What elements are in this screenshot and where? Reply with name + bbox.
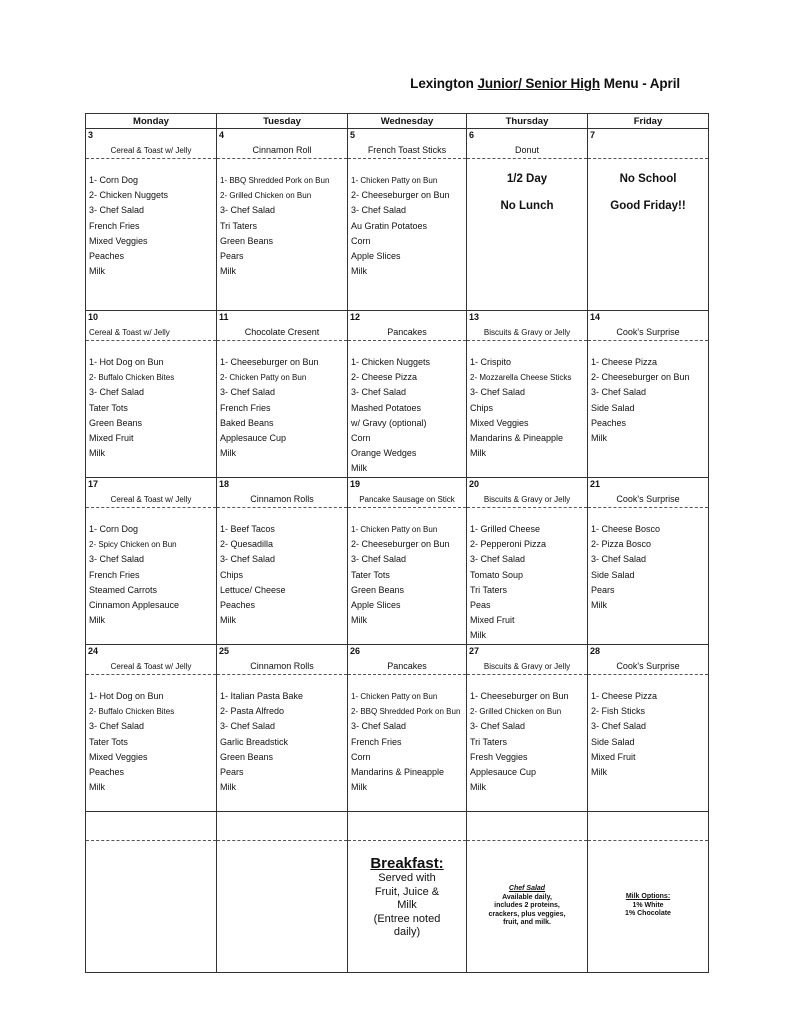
lunch-item: Peaches — [89, 767, 125, 778]
lunch-item: Milk — [220, 448, 236, 459]
breakfast-item: Cereal & Toast w/ Jelly — [110, 495, 192, 504]
breakfast-item: Chocolate Cresent — [244, 327, 320, 337]
week-row — [86, 645, 709, 812]
lunch-item: 2- Quesadilla — [220, 539, 274, 550]
lunch-item: 2- Cheese Pizza — [351, 372, 418, 383]
lunch-item: Corn — [351, 751, 371, 762]
breakfast-note-line: Fruit, Juice & — [374, 885, 440, 898]
lunch-item: Fresh Veggies — [470, 751, 528, 762]
lunch-item: 3- Chef Salad — [220, 554, 276, 565]
lunch-item: Milk — [591, 433, 607, 444]
lunch-item: Mixed Fruit — [470, 615, 515, 626]
lunch-item-list — [348, 341, 466, 477]
breakfast-item: Cinnamon Rolls — [250, 661, 314, 671]
lunch-item: Cinnamon Applesauce — [89, 600, 180, 611]
lunch-item-list — [467, 341, 587, 461]
title-level: Junior/ Senior High — [477, 76, 601, 91]
title-school: Lexington — [410, 76, 474, 91]
special-notice-line: Good Friday!! — [610, 200, 686, 212]
lunch-item: French Fries — [89, 220, 140, 231]
lunch-item-list — [86, 159, 216, 279]
lunch-item: Au Gratin Potatoes — [351, 220, 428, 231]
day-cell-header — [217, 478, 347, 508]
lunch-item: Milk — [351, 782, 367, 793]
day-number: 27 — [469, 646, 480, 656]
breakfast-note-line: (Entree noted — [373, 912, 441, 925]
day-number: 11 — [219, 312, 229, 322]
lunch-item-list — [86, 341, 216, 461]
day-cell — [467, 129, 588, 311]
lunch-item: Milk — [89, 782, 105, 793]
lunch-item: Green Beans — [351, 584, 405, 595]
lunch-item: 2- Chicken Nuggets — [89, 190, 169, 201]
breakfast-item: Pancakes — [387, 327, 427, 337]
lunch-item: 2- Mozzarella Cheese Sticks — [470, 373, 572, 383]
breakfast-item: Cinnamon Rolls — [250, 494, 314, 504]
day-cell-header — [348, 478, 466, 508]
chef-salad-note-line: includes 2 proteins, — [494, 902, 560, 909]
breakfast-item: Cinnamon Roll — [252, 145, 312, 155]
day-number: 24 — [88, 646, 99, 656]
lunch-item: 1- Crispito — [470, 357, 512, 367]
lunch-item: 2- Chicken Patty on Bun — [220, 373, 307, 383]
lunch-item-list — [86, 675, 216, 795]
chef-salad-note — [467, 812, 588, 973]
lunch-item: 1- Hot Dog on Bun — [89, 357, 164, 367]
lunch-item: Milk — [89, 615, 105, 626]
day-cell — [217, 311, 348, 478]
day-cell-header — [588, 311, 708, 341]
special-notice-line: No Lunch — [500, 200, 554, 212]
day-cell — [348, 129, 467, 311]
milk-options-title: Milk Options: — [625, 893, 671, 900]
day-cell-header — [467, 129, 587, 159]
lunch-item: Tri Taters — [470, 736, 508, 747]
chef-salad-note-line: Available daily, — [502, 893, 552, 901]
chef-salad-note-title: Chef Salad — [508, 885, 546, 892]
breakfast-note-line: Milk — [397, 899, 417, 911]
lunch-item: Apple Slices — [351, 251, 401, 262]
lunch-item: Tater Tots — [351, 569, 390, 580]
lunch-item-list — [467, 675, 587, 795]
breakfast-note — [348, 812, 467, 973]
lunch-item: Milk — [89, 266, 105, 277]
lunch-item: Peaches — [89, 251, 125, 262]
lunch-item: 3- Chef Salad — [89, 721, 145, 732]
lunch-item: Milk — [470, 448, 486, 459]
lunch-item: 2- Grilled Chicken on Bun — [220, 191, 312, 201]
breakfast-item: Cereal & Toast w/ Jelly — [110, 146, 192, 155]
lunch-item-list — [217, 508, 347, 628]
day-cell — [86, 478, 217, 645]
lunch-item: Pears — [591, 584, 615, 595]
lunch-item: 3- Chef Salad — [591, 387, 647, 398]
lunch-item: 1- Corn Dog — [89, 175, 139, 185]
footer-cell — [217, 812, 348, 973]
lunch-item: Tater Tots — [89, 402, 128, 413]
day-number: 14 — [590, 312, 601, 322]
lunch-item: 2- Buffalo Chicken Bites — [89, 373, 175, 383]
lunch-item: Green Beans — [89, 417, 143, 428]
breakfast-item: Cook's Surprise — [616, 661, 680, 671]
title-suffix: Menu - April — [603, 76, 680, 91]
lunch-item: 1- Cheese Bosco — [591, 524, 661, 534]
lunch-item: Side Salad — [591, 736, 635, 747]
day-cell-header — [588, 478, 708, 508]
day-number: 7 — [590, 130, 596, 140]
lunch-item: Milk — [591, 600, 607, 611]
lunch-item: 3- Chef Salad — [351, 205, 407, 216]
day-number: 6 — [469, 130, 475, 140]
chef-salad-note-line: fruit, and milk. — [503, 919, 551, 926]
lunch-item: 3- Chef Salad — [351, 554, 407, 565]
lunch-item: Milk — [220, 782, 236, 793]
lunch-item: 3- Chef Salad — [351, 387, 407, 398]
day-cell — [348, 645, 467, 812]
lunch-item: 1- Hot Dog on Bun — [89, 691, 164, 701]
day-cell-header — [467, 311, 587, 341]
footer-row — [86, 812, 709, 973]
day-number: 26 — [350, 646, 361, 656]
breakfast-item: Cook's Surprise — [616, 494, 680, 504]
lunch-item: Garlic Breadstick — [220, 736, 289, 747]
lunch-item: 2- Cheeseburger on Bun — [351, 190, 450, 201]
lunch-item: 3- Chef Salad — [470, 554, 526, 565]
lunch-item-list — [348, 159, 466, 279]
day-cell — [588, 478, 709, 645]
lunch-item: Milk — [351, 615, 367, 626]
lunch-item-list — [588, 341, 708, 446]
lunch-item: Corn — [351, 433, 371, 444]
lunch-item: Mandarins & Pineapple — [470, 433, 564, 444]
day-cell-header — [217, 645, 347, 675]
lunch-item: Chips — [220, 569, 244, 580]
lunch-item: Milk — [470, 782, 486, 793]
special-notice — [588, 159, 708, 212]
lunch-item-list — [217, 159, 347, 279]
day-cell — [86, 129, 217, 311]
day-number: 12 — [350, 312, 361, 322]
lunch-item: 1- Chicken Nuggets — [351, 357, 431, 367]
lunch-item: Side Salad — [591, 569, 635, 580]
lunch-item: 1- Cheese Pizza — [591, 357, 658, 367]
lunch-item: Pears — [220, 251, 244, 262]
breakfast-item: Cereal & Toast w/ Jelly — [110, 662, 192, 671]
day-cell-header — [86, 645, 216, 675]
lunch-item: Peaches — [220, 600, 256, 611]
day-number: 5 — [350, 130, 356, 140]
lunch-item: Mashed Potatoes — [351, 402, 422, 413]
breakfast-item: Biscuits & Gravy or Jelly — [483, 328, 571, 337]
lunch-item: Steamed Carrots — [89, 584, 158, 595]
day-cell-header — [217, 129, 347, 159]
lunch-item: 3- Chef Salad — [89, 387, 145, 398]
lunch-item: Apple Slices — [351, 600, 401, 611]
lunch-item: 1- Cheeseburger on Bun — [220, 357, 319, 367]
lunch-item: Baked Beans — [220, 417, 274, 428]
lunch-item: 1- Chicken Patty on Bun — [351, 176, 438, 185]
day-cell-header — [348, 645, 466, 675]
lunch-item: 1- Chicken Patty on Bun — [351, 525, 438, 534]
special-notice-line: 1/2 Day — [506, 173, 548, 185]
lunch-item: Milk — [351, 463, 367, 474]
breakfast-item: Pancake Sausage on Stick — [359, 495, 455, 504]
day-cell-header — [217, 311, 347, 341]
day-number: 20 — [469, 479, 480, 489]
lunch-item: 2- Spicy Chicken on Bun — [89, 540, 177, 550]
day-cell-header — [348, 129, 466, 159]
lunch-item-list — [348, 508, 466, 628]
breakfast-item: French Toast Sticks — [367, 145, 447, 155]
day-cell — [86, 311, 217, 478]
menu-table — [85, 113, 709, 973]
week-row — [86, 478, 709, 645]
lunch-item: 1- Italian Pasta Bake — [220, 691, 304, 701]
lunch-item: 1- BBQ Shredded Pork on Bun — [220, 176, 330, 185]
lunch-item: 3- Chef Salad — [220, 205, 276, 216]
day-cell — [588, 311, 709, 478]
day-number: 10 — [88, 312, 99, 322]
lunch-item: Applesauce Cup — [470, 767, 537, 778]
special-notice — [467, 159, 587, 212]
footer-cell — [86, 812, 217, 973]
lunch-item: Mixed Veggies — [89, 751, 148, 762]
lunch-item: Pears — [220, 767, 244, 778]
lunch-item: 2- Grilled Chicken on Bun — [470, 707, 562, 717]
lunch-item: w/ Gravy (optional) — [351, 417, 427, 428]
breakfast-note-line: Served with — [378, 872, 436, 884]
breakfast-item: Biscuits & Gravy or Jelly — [483, 662, 571, 671]
lunch-item: 3- Chef Salad — [89, 205, 145, 216]
day-header-row — [86, 114, 709, 129]
day-cell-header — [86, 129, 216, 159]
day-number: 13 — [469, 312, 480, 322]
lunch-item: 1- Cheeseburger on Bun — [470, 691, 569, 701]
lunch-item: Tomato Soup — [470, 569, 524, 580]
lunch-item: 2- BBQ Shredded Pork on Bun — [351, 707, 461, 717]
day-header: Wednesday — [348, 114, 467, 129]
day-cell-header — [86, 311, 216, 341]
day-cell — [588, 645, 709, 812]
day-cell — [467, 311, 588, 478]
lunch-item: Mixed Veggies — [89, 235, 148, 246]
lunch-item-list — [217, 675, 347, 795]
lunch-item: Milk — [470, 630, 486, 641]
lunch-item-list — [86, 508, 216, 628]
day-cell-header — [588, 645, 708, 675]
day-cell — [348, 311, 467, 478]
lunch-item: Mandarins & Pineapple — [351, 767, 445, 778]
chef-salad-note-line: crackers, plus veggies, — [488, 910, 566, 918]
week-row — [86, 129, 709, 311]
lunch-item: Tri Taters — [220, 220, 258, 231]
lunch-item: Corn — [351, 235, 371, 246]
day-number: 28 — [590, 646, 601, 656]
day-cell-header — [467, 478, 587, 508]
day-cell — [217, 645, 348, 812]
day-header: Tuesday — [217, 114, 348, 129]
lunch-item: Peaches — [591, 417, 627, 428]
lunch-item-list — [467, 508, 587, 644]
lunch-item: 3- Chef Salad — [220, 721, 276, 732]
lunch-item: French Fries — [220, 402, 271, 413]
milk-option: 1% White — [632, 901, 664, 909]
lunch-item: Applesauce Cup — [220, 433, 287, 444]
lunch-item: Chips — [470, 402, 494, 413]
lunch-item: Milk — [220, 615, 236, 626]
lunch-item: 3- Chef Salad — [470, 721, 526, 732]
lunch-item: Mixed Fruit — [591, 751, 636, 762]
lunch-item: 1- Beef Tacos — [220, 524, 275, 534]
menu-title — [0, 76, 680, 91]
day-cell — [348, 478, 467, 645]
special-notice-line: No School — [619, 173, 677, 185]
breakfast-item: Biscuits & Gravy or Jelly — [483, 495, 571, 504]
lunch-item: Side Salad — [591, 402, 635, 413]
lunch-item-list — [217, 341, 347, 461]
day-cell-header — [348, 311, 466, 341]
day-cell — [86, 645, 217, 812]
day-number: 18 — [219, 479, 230, 489]
day-header: Monday — [86, 114, 217, 129]
lunch-item: 1- Chicken Patty on Bun — [351, 692, 438, 701]
lunch-item: Green Beans — [220, 751, 274, 762]
breakfast-note-title: Breakfast: — [370, 855, 444, 872]
lunch-item: 3- Chef Salad — [591, 721, 647, 732]
day-cell — [467, 478, 588, 645]
lunch-item: 2- Pasta Alfredo — [220, 706, 285, 717]
lunch-item: 1- Grilled Cheese — [470, 524, 541, 534]
lunch-item: 1- Corn Dog — [89, 524, 139, 534]
lunch-item: 2- Pizza Bosco — [591, 539, 652, 550]
lunch-item: Peas — [470, 600, 491, 611]
week-row — [86, 311, 709, 478]
lunch-item: 2- Pepperoni Pizza — [470, 539, 547, 550]
lunch-item: 2- Cheeseburger on Bun — [591, 372, 690, 383]
lunch-item: Milk — [220, 266, 236, 277]
breakfast-item: Cereal & Toast w/ Jelly — [89, 328, 170, 337]
day-cell-header — [467, 645, 587, 675]
lunch-item: 3- Chef Salad — [591, 554, 647, 565]
lunch-item: 3- Chef Salad — [220, 387, 276, 398]
day-number: 21 — [590, 479, 601, 489]
day-cell-header — [588, 129, 708, 159]
breakfast-item: Pancakes — [387, 661, 427, 671]
lunch-item: Lettuce/ Cheese — [220, 584, 286, 595]
lunch-item: Mixed Veggies — [470, 417, 529, 428]
day-number: 4 — [219, 130, 225, 140]
day-cell — [217, 478, 348, 645]
day-header: Thursday — [467, 114, 588, 129]
lunch-item: 3- Chef Salad — [470, 387, 526, 398]
lunch-item: French Fries — [351, 736, 402, 747]
lunch-item: Tri Taters — [470, 584, 508, 595]
milk-option: 1% Chocolate — [625, 910, 671, 917]
lunch-item: 3- Chef Salad — [89, 554, 145, 565]
day-number: 17 — [88, 479, 99, 489]
breakfast-item: Cook's Surprise — [616, 327, 680, 337]
lunch-item: Milk — [591, 767, 607, 778]
day-cell-header — [86, 478, 216, 508]
lunch-item: French Fries — [89, 569, 140, 580]
lunch-item: 2- Cheeseburger on Bun — [351, 539, 450, 550]
lunch-item: Tater Tots — [89, 736, 128, 747]
day-cell — [217, 129, 348, 311]
lunch-item-list — [588, 508, 708, 613]
lunch-item: Milk — [351, 266, 367, 277]
breakfast-note-line: daily) — [393, 926, 421, 938]
lunch-item: 2- Buffalo Chicken Bites — [89, 707, 175, 717]
day-number: 25 — [219, 646, 230, 656]
lunch-item: 2- Fish Sticks — [591, 706, 646, 717]
lunch-item-list — [348, 675, 466, 795]
breakfast-item: Donut — [514, 145, 540, 155]
lunch-item: Mixed Fruit — [89, 433, 134, 444]
lunch-item-list — [588, 675, 708, 780]
day-number: 3 — [88, 130, 94, 140]
lunch-item: 1- Cheese Pizza — [591, 691, 658, 701]
lunch-item: Orange Wedges — [351, 448, 417, 459]
lunch-item: Milk — [89, 448, 105, 459]
lunch-item: Green Beans — [220, 235, 274, 246]
day-cell — [588, 129, 709, 311]
lunch-item: 3- Chef Salad — [351, 721, 407, 732]
day-cell — [467, 645, 588, 812]
day-number: 19 — [350, 479, 361, 489]
milk-options-note — [588, 812, 709, 973]
day-header: Friday — [588, 114, 709, 129]
